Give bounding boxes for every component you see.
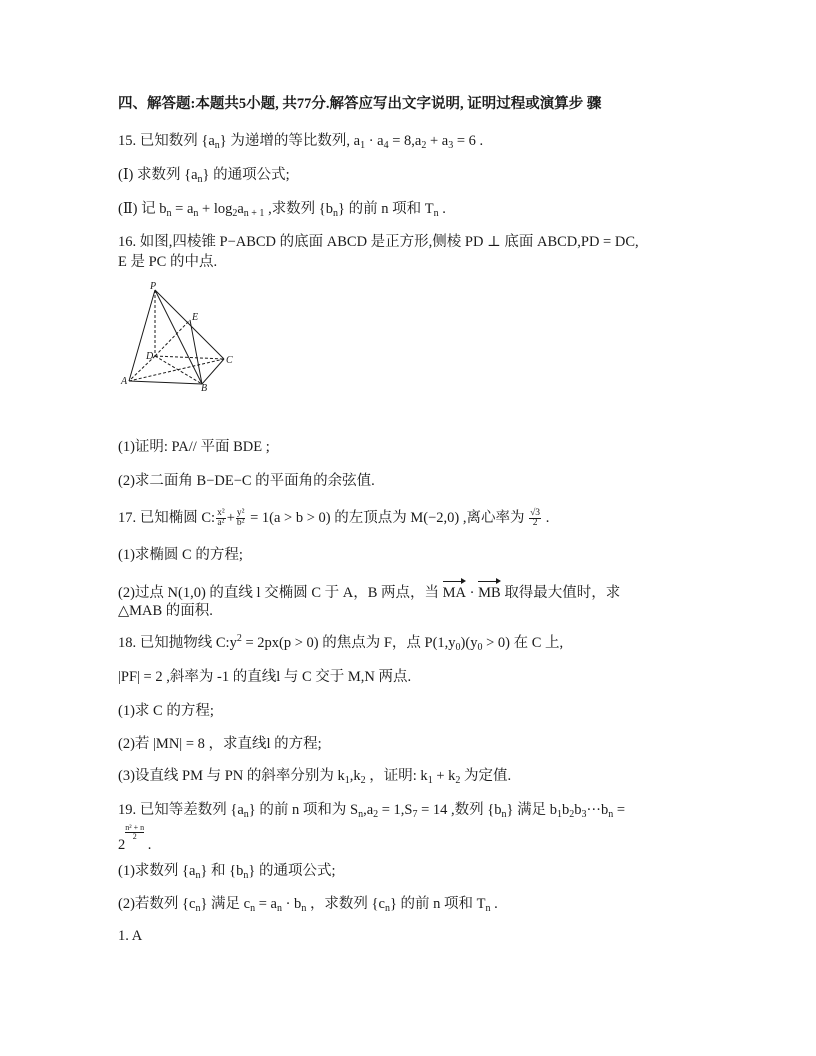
- q15-part1: (Ⅰ) 求数列 $\{a_n\}$ 的通项公式;: [118, 167, 290, 185]
- label-c: C: [226, 355, 233, 366]
- q19-stem-line1: 19. 已知等差数列 $\{a_n\}$ 的前 n 项和为 $S_n,a_2 = 1,S_7 = 14$ ,数列 $\{b_n\}$ 满足 $b_1b_2b_3\cdot\cdot\cdot b_n$ =: [118, 802, 626, 820]
- edge-ab: [129, 381, 202, 384]
- label-b: B: [201, 383, 208, 392]
- exponent-fraction: $\frac{\text{n² + n}}{2}$: [125, 823, 145, 841]
- fraction-eccentricity: $\frac{√3}{2}$: [530, 508, 541, 529]
- q19-part2: (2)若数列 $\{c_n\}$ 满足 $c_n = a_n \cdot b_n$ ，求数列 $\{c_n\}$ 的前 n 项和 $T_n$ .: [118, 896, 498, 914]
- answer-line: 1. A: [118, 928, 143, 944]
- q18-part2: (2)若 |MN| = 8 ，求直线l 的方程;: [118, 736, 322, 752]
- vector-mb: MB: [478, 579, 501, 603]
- edge-bc: [202, 359, 224, 384]
- q15-part2: (Ⅱ) 记 $b_n = a_n + \log_2a_{n + 1}$ ,求数列 $\{b_n\}$ 的前 n 项和 $T_n$ .: [118, 201, 446, 219]
- label-p: P: [150, 281, 157, 292]
- fraction-y2-b2: $\frac{\text{y²}}{\text{b²}}$: [236, 508, 245, 529]
- q17-part2-line1: (2)过点 N(1,0) 的直线 l 交椭圆 C 于 A，B 两点，当 MA · MB 取得最大值时，求: [118, 579, 620, 603]
- q16-part1: (1)证明: PA// 平面 BDE ;: [118, 439, 270, 455]
- q18-part3: (3)设直线 PM 与 PN 的斜率分别为 $k_1,k_2$ ，证明: $k_1 + k_2$ 为定值.: [118, 768, 512, 786]
- q18-stem-line2: |PF| = 2 ,斜率为 -1 的直线l 与 C 交于 M,N 两点.: [118, 669, 412, 685]
- pyramid-figure: [118, 280, 248, 392]
- label-d: D: [146, 351, 154, 362]
- label-a: A: [121, 376, 128, 387]
- q16-stem-line1: 16. 如图,四棱锥 P−ABCD 的底面 ABCD 是正方形,侧棱 PD ⊥ 底面 ABCD,PD = DC,: [118, 234, 639, 250]
- edge-ac: [129, 359, 224, 381]
- vector-ma: MA: [443, 579, 466, 603]
- q19-part1: (1)求数列 $\{a_n\}$ 和 $\{b_n\}$ 的通项公式;: [118, 863, 336, 881]
- q18-part1: (1)求 C 的方程;: [118, 703, 214, 719]
- q18-stem-line1: 18. 已知抛物线 $C:y^2 = 2px(p > 0)$ 的焦点为 F，点 $P(1,y_0)(y_0 > 0)$ 在 C 上,: [118, 633, 564, 653]
- q19-stem-line2: 2 $\frac{\text{n² + n}}{2}$ .: [118, 823, 152, 853]
- edge-be: [190, 320, 202, 384]
- q17-part2-line2: △MAB 的面积.: [118, 603, 213, 619]
- q17-stem: 17. 已知椭圆 C: $\frac{\text{x²}}{\text{a²}}$ + $\frac{\text{y²}}{\text{b²}}$ = 1(a > b > 0) 的左顶点为 M(−2,0) ,离心率为 $\frac{√3}{2}$ .: [118, 508, 550, 529]
- edge-pc: [155, 290, 224, 359]
- q16-stem-line2: E 是 PC 的中点.: [118, 254, 218, 270]
- section-header: 四、解答题:本题共5小题, 共77分.解答应写出文字说明, 证明过程或演算步 骤: [118, 96, 602, 112]
- q16-part2: (2)求二面角 B−DE−C 的平面角的余弦值.: [118, 473, 375, 489]
- edge-pa: [129, 290, 155, 381]
- q15-stem: 15. 已知数列 $\{a_n\}$ 为递增的等比数列, $a_1 \cdot a_4 = 8,a_2 + a_3 = 6$ .: [118, 133, 484, 151]
- label-e: E: [192, 312, 199, 323]
- q17-part1: (1)求椭圆 C 的方程;: [118, 547, 243, 563]
- fraction-x2-a2: $\frac{\text{x²}}{\text{a²}}$: [217, 508, 225, 529]
